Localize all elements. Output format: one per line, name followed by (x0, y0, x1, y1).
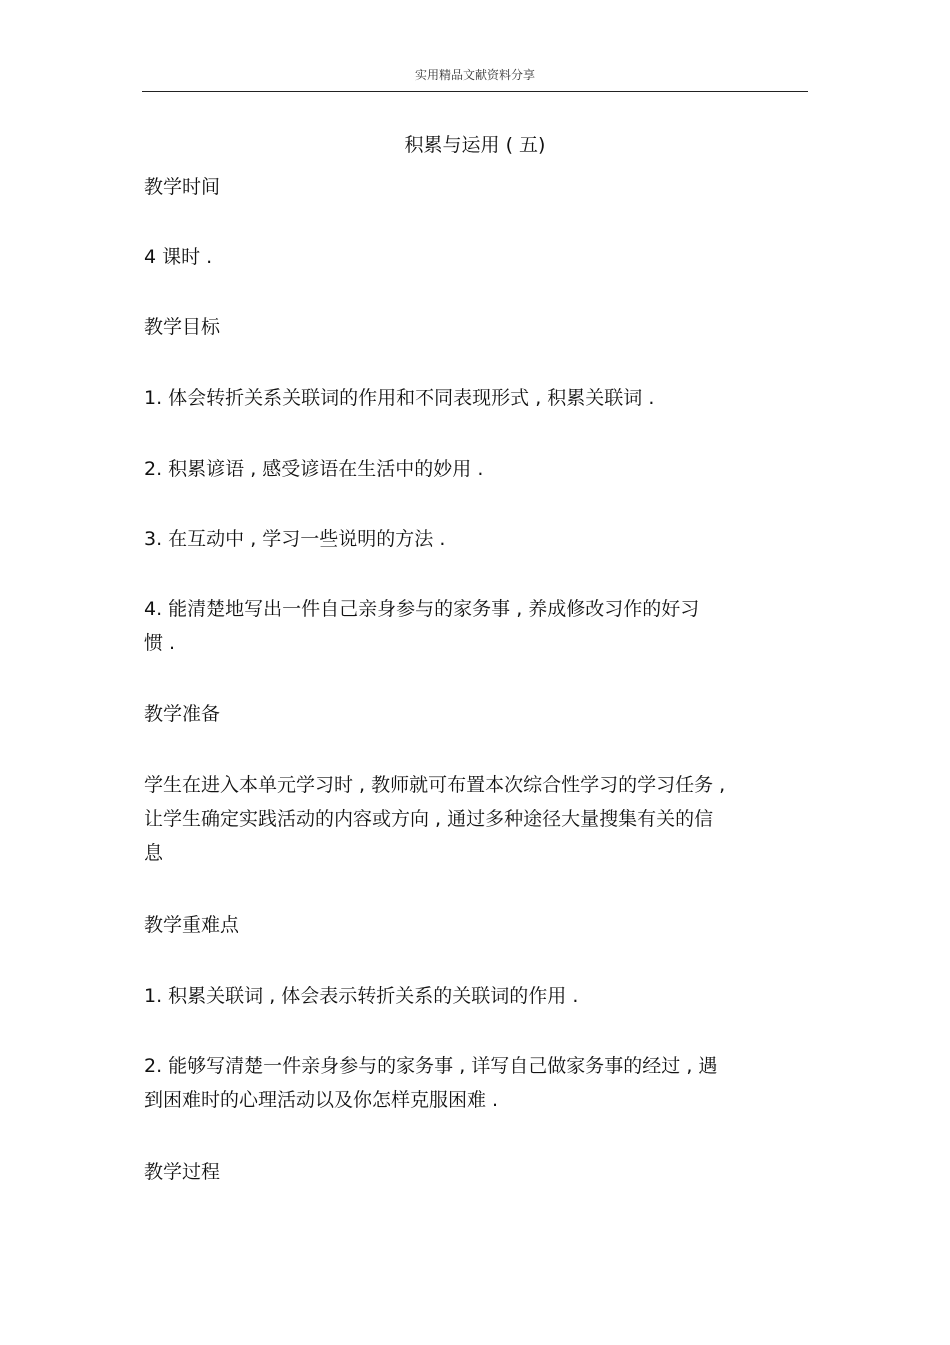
text-line: 4. 能清楚地写出一件自己亲身参与的家务事 , 养成修改习作的好习 (144, 598, 700, 620)
text-line: 学生在进入本单元学习时 , 教师就可布置本次综合性学习的学习任务 , (144, 774, 726, 796)
text-line: 教学目标 (144, 316, 221, 338)
text-line: 教学过程 (144, 1161, 221, 1183)
text-line: 2. 能够写清楚一件亲身参与的家务事 , 详写自己做家务事的经过 , 遇 (144, 1055, 718, 1077)
section-heading-key-points (144, 908, 814, 942)
paragraph-class-hours (144, 240, 814, 274)
paragraph-preparation (144, 768, 814, 870)
text-line: 3. 在互动中 , 学习一些说明的方法 . (144, 528, 446, 550)
section-heading-process (144, 1155, 814, 1189)
key-point-item-2 (144, 1049, 814, 1117)
text-line: 2. 积累谚语 , 感受谚语在生活中的妙用 . (144, 458, 484, 480)
text-line: 到困难时的心理活动以及你怎样克服困难 . (144, 1089, 499, 1111)
text-line: 惯 . (144, 632, 176, 654)
text-line: 教学重难点 (144, 914, 240, 936)
text-line: 息 (144, 842, 164, 864)
section-heading-time (144, 170, 814, 204)
text-line: 4 课时 . (144, 246, 213, 268)
goal-item-1 (144, 381, 814, 415)
key-point-item-1 (144, 979, 814, 1013)
section-heading-preparation (144, 697, 814, 731)
goal-item-3 (144, 522, 814, 556)
header-divider (142, 91, 808, 92)
goal-item-4 (144, 592, 814, 660)
section-heading-goals (144, 310, 814, 344)
text-line: 让学生确定实践活动的内容或方向 , 通过多种途径大量搜集有关的信 (144, 808, 714, 830)
page-header: 实用精品文献资料分享 (414, 68, 535, 82)
text-line: 1. 体会转折关系关联词的作用和不同表现形式 , 积累关联词 . (144, 387, 655, 409)
text-line: 教学时间 (144, 176, 221, 198)
goal-item-2 (144, 452, 814, 486)
text-line: 教学准备 (144, 703, 221, 725)
document-title: 积累与运用 ( 五) (404, 134, 546, 156)
text-line: 1. 积累关联词 , 体会表示转折关系的关联词的作用 . (144, 985, 579, 1007)
